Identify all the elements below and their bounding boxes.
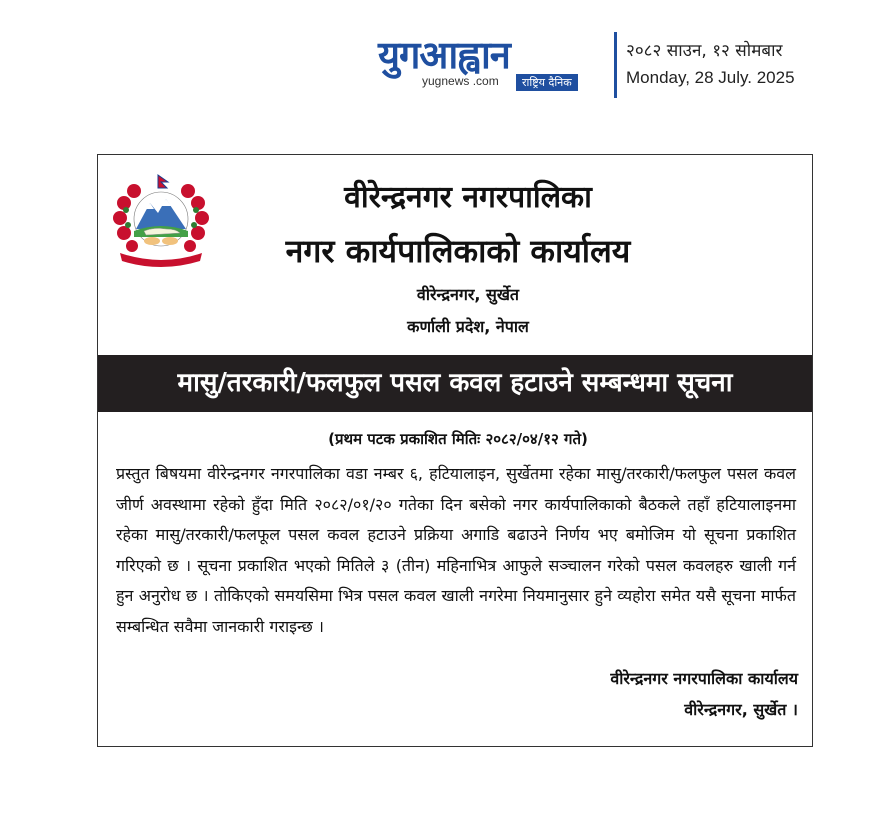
nepal-emblem-icon bbox=[110, 173, 212, 269]
notice-title: मासु/तरकारी/फलफुल पसल कवल हटाउने सम्बन्धमा सूचना bbox=[98, 355, 812, 412]
masthead-divider bbox=[614, 32, 617, 98]
public-notice bbox=[97, 154, 813, 747]
address-line-1: वीरेन्द्रनगर, सुर्खेत bbox=[416, 285, 520, 304]
office-name: नगर कार्यपालिकाको कार्यालय bbox=[285, 232, 631, 270]
signature-office: वीरेन्द्रनगर नगरपालिका कार्यालय bbox=[610, 669, 798, 688]
publish-date: (प्रथम पटक प्रकाशित मितिः २०८२/०४/१२ गते) bbox=[328, 430, 588, 448]
newspaper-logo[interactable] bbox=[376, 30, 608, 98]
signature-location: वीरेन्द्रनगर, सुर्खेत । bbox=[684, 700, 798, 719]
organization-name: वीरेन्द्रनगर नगरपालिका bbox=[344, 180, 592, 215]
logo-tagline: राष्ट्रिय दैनिक bbox=[516, 74, 578, 91]
logo-title: युगआह्वान bbox=[378, 33, 510, 77]
date-nepali: २०८२ साउन, १२ सोमबार bbox=[626, 41, 783, 61]
date-english: Monday, 28 July. 2025 bbox=[626, 68, 795, 87]
logo-domain: yugnews .com bbox=[422, 74, 499, 88]
address-line-2: कर्णाली प्रदेश, नेपाल bbox=[407, 317, 529, 336]
notice-body: प्रस्तुत बिषयमा वीरेन्द्रनगर नगरपालिका वडा नम्बर ६, हटियालाइन, सुर्खेतमा रहेका मासु/तरकारी/फलफुल पसल कवल जीर्ण अवस्थामा रहेको हुँदा मिति २०८२/०१/२० गतेका दिन बसेको नगर कार्यपालिकाको बैठकले तहाँ हटियालाइनमा रहेका मासु/तरकारी/फलफूल पसल कवल हटाउने प्रक्रिया अगाडि बढाउने निर्णय भए बमोजिम यो सूचना प्रकाशित गरिएको छ । सूचना प्रकाशित भएको मितिले ३ (तीन) महिनाभित्र आफुले सञ्चालन गरेको पसल कवलहरु खाली गर्न हुन अनुरोध छ । तोकिएको समयसिमा भित्र पसल कवल खाली नगरेमा नियमानुसार हुने व्यहोरा समेत यसै सूचना मार्फत सम्बन्धित सवैमा जानकारी गराइन्छ । bbox=[116, 464, 796, 636]
masthead bbox=[376, 30, 826, 100]
